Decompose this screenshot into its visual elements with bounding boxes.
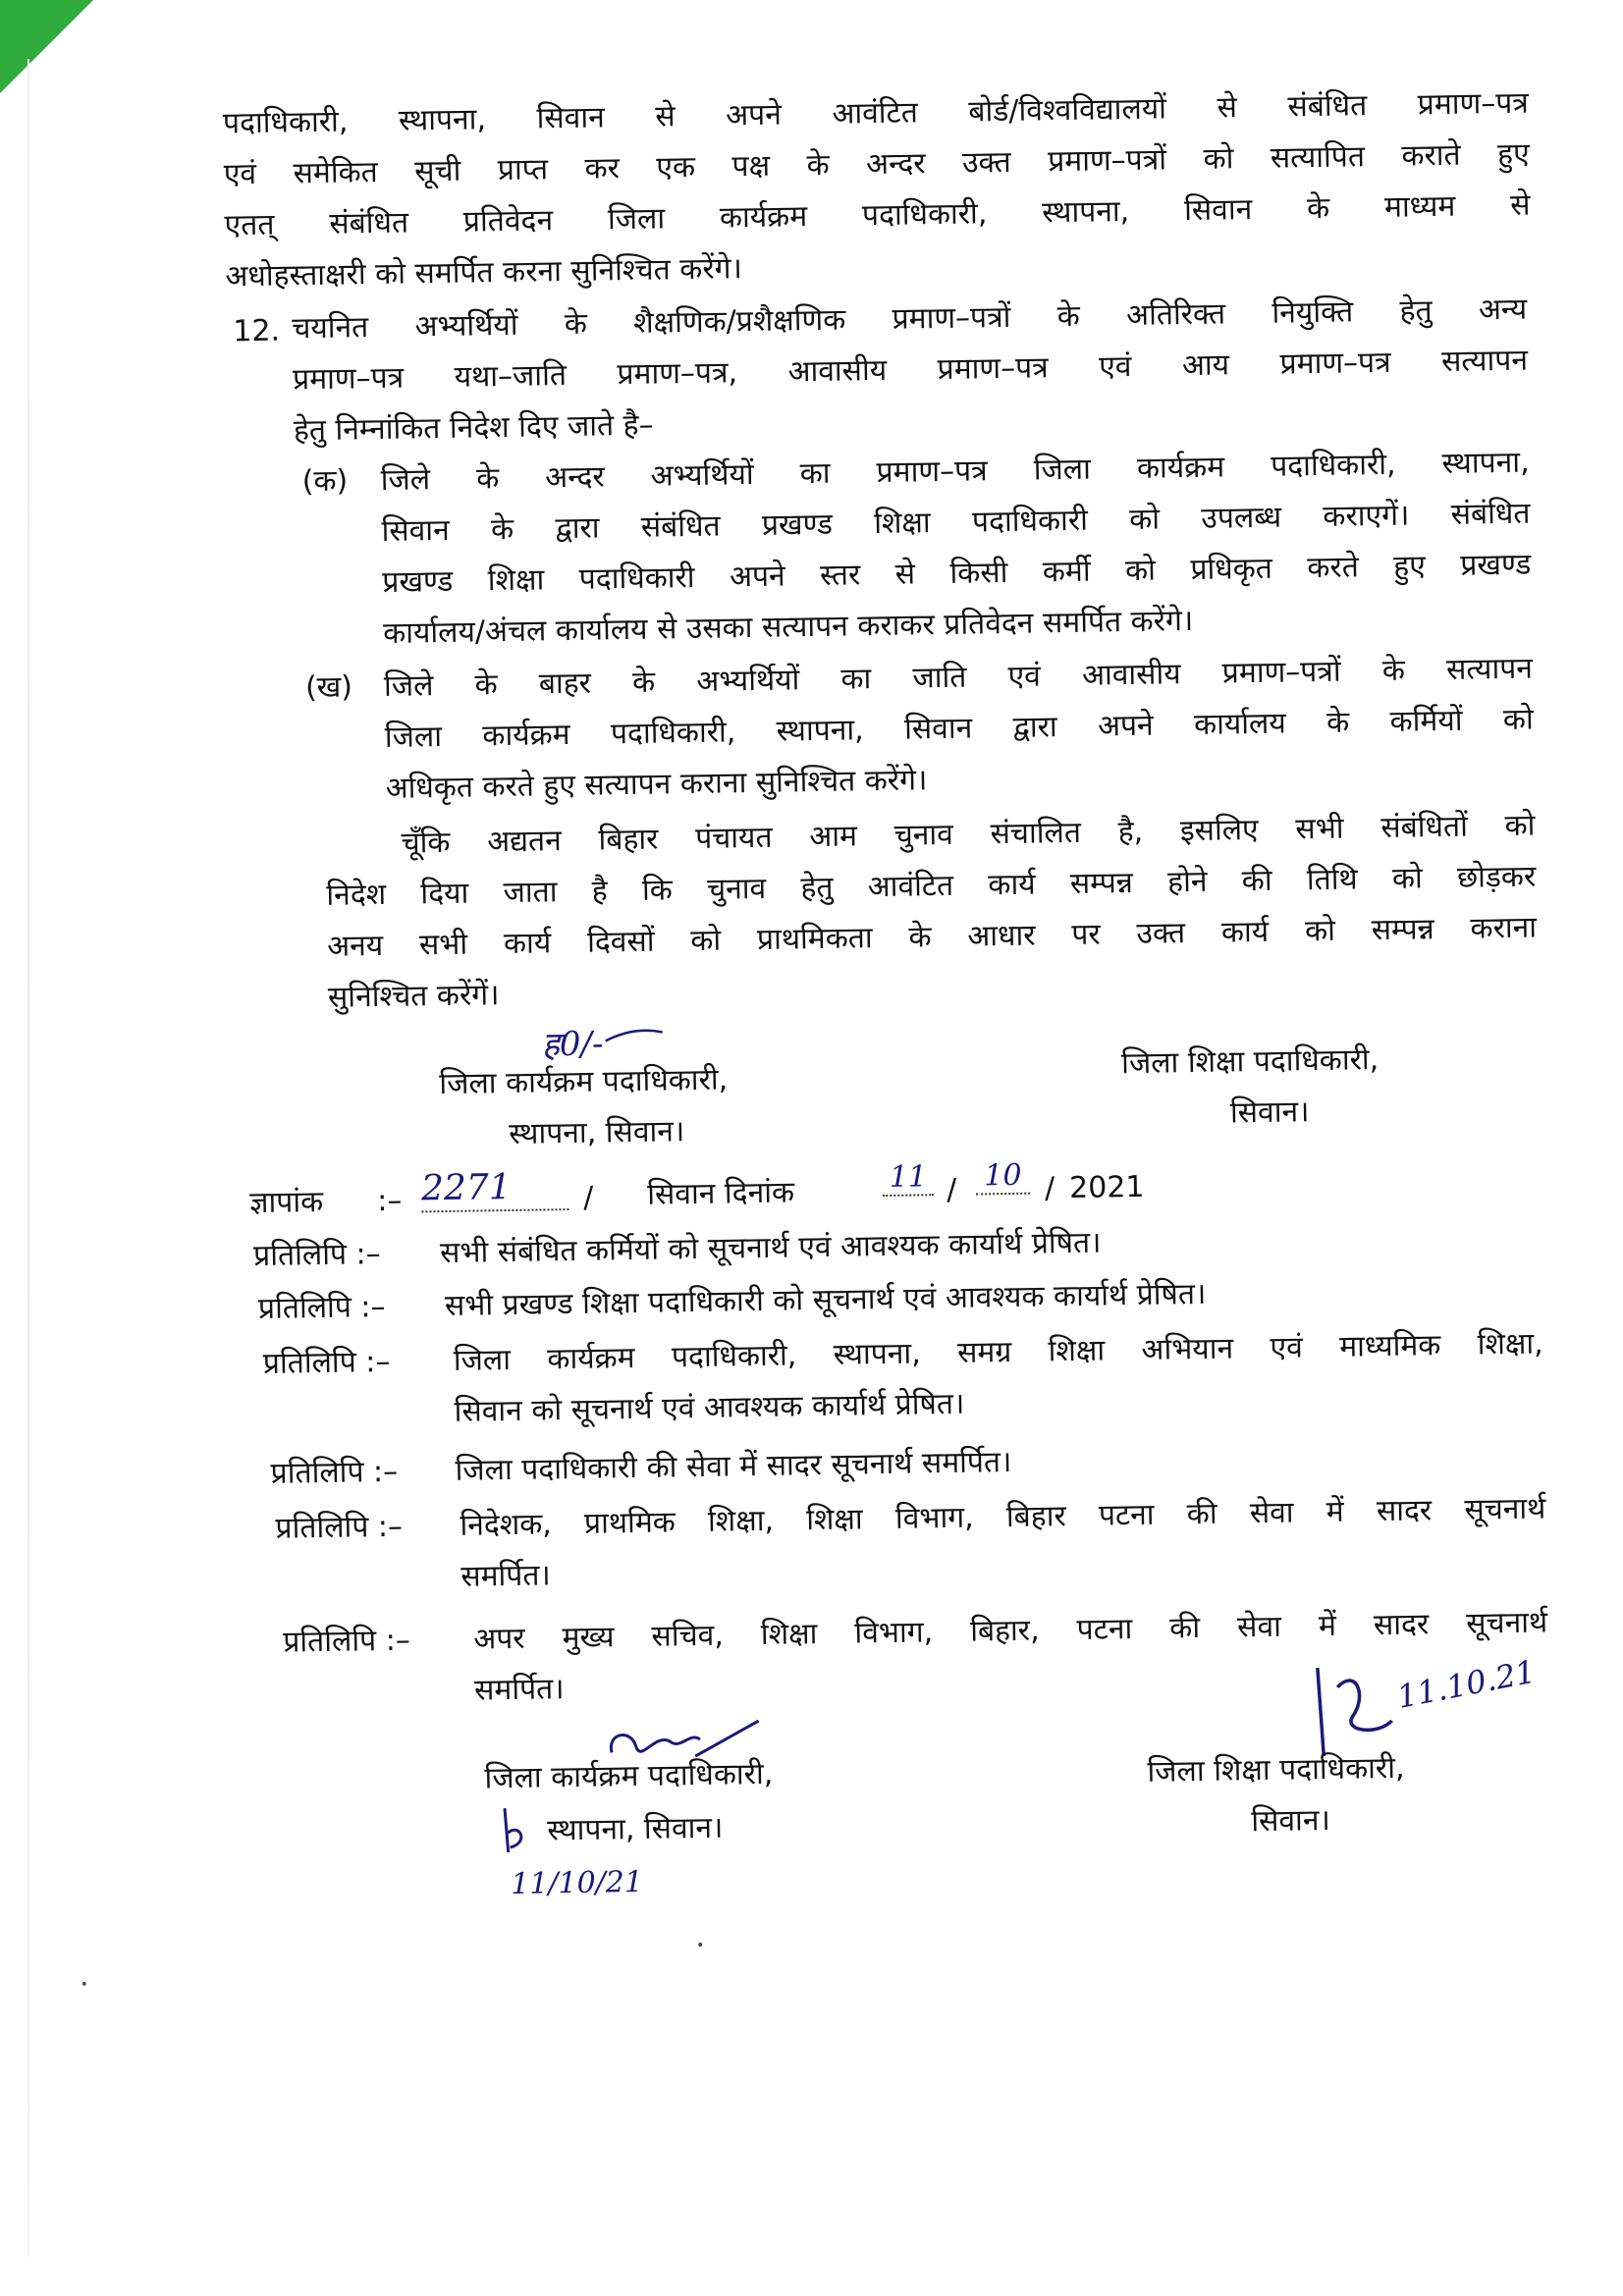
- copy-2-label: प्रतिलिपि :–: [257, 1290, 386, 1327]
- copy-6-text-1: अपर मुख्य सचिव, शिक्षा विभाग, बिहार, पटना की सेवा में सादर सूचनार्थ: [473, 1605, 1548, 1657]
- memo-day: 11: [883, 1159, 935, 1197]
- bottom-right-sign-title: जिला शिक्षा पदाधिकारी,: [1147, 1750, 1405, 1789]
- point-12-number: 12.: [233, 313, 281, 349]
- closing-line-1: चूँकि अद्यतन बिहार पंचायत आम चुनाव संचालित है, इसलिए सभी संबंधितों को: [401, 808, 1536, 861]
- closing-line-3: अनय सभी कार्य दिवसों को प्राथमिकता के आधार पर उक्त कार्य को सम्पन्न कराना: [326, 910, 1538, 964]
- copy-5-label: प्रतिलिपि :–: [275, 1509, 404, 1546]
- copy-6-text-2: समर्पित।: [473, 1672, 565, 1708]
- memo-month: 10: [976, 1158, 1031, 1196]
- sub-b-line-1: जिले के बाहर के अभ्यर्थियों का जाति एवं आवासीय प्रमाण–पत्रों के सत्यापन: [383, 651, 1534, 704]
- sub-a-line-4: कार्यालय/अंचल कार्यालय से उसका सत्यापन कराकर प्रतिवेदन समर्पित करेंगे।: [382, 603, 1194, 651]
- intro-line-1: पदाधिकारी, स्थापना, सिवान से अपने आवंटित बोर्ड/विश्वविद्यालयों से संबंधित प्रमाण–पत्र: [222, 85, 1530, 141]
- copy-4-label: प्रतिलिपि :–: [270, 1454, 399, 1491]
- point-12-line-2: प्रमाण–पत्र यथा–जाति प्रमाण–पत्र, आवासीय प्रमाण–पत्र एवं आय प्रमाण–पत्र सत्यापन: [292, 343, 1529, 398]
- memo-label: ज्ञापांक: [249, 1184, 324, 1221]
- signature-stroke-top: [536, 1023, 665, 1064]
- copy-3-text-1: जिला कार्यक्रम पदाधिकारी, स्थापना, समग्र शिक्षा अभियान एवं माध्यमिक शिक्षा,: [453, 1326, 1543, 1378]
- intro-line-4: अधोहस्ताक्षरी को समर्पित करना सुनिश्चित करेंगे।: [225, 251, 743, 294]
- left-sign-title: जिला कार्यक्रम पदाधिकारी,: [439, 1062, 729, 1102]
- intro-line-2: एवं समेकित सूची प्राप्त कर एक पक्ष के अन्दर उक्त प्रमाण–पत्रों को सत्यापित कराते हुए: [223, 136, 1530, 192]
- point-12-line-3: हेतु निम्नांकित निदेश दिए जाते है–: [293, 407, 654, 449]
- sub-b-line-2: जिला कार्यक्रम पदाधिकारी, स्थापना, सिवान द्वारा अपने कार्यालय के कर्मियों को: [384, 702, 1534, 755]
- intro-line-3: एतत् संबंधित प्रतिवेदन जिला कार्यक्रम पदाधिकारी, स्थापना, सिवान के माध्यम से: [224, 187, 1531, 243]
- closing-line-4: सुनिश्चित करेंगें।: [327, 978, 500, 1015]
- copy-5-text-1: निदेशक, प्राथमिक शिक्षा, शिक्षा विभाग, बिहार पटना की सेवा में सादर सूचनार्थ: [460, 1491, 1546, 1543]
- left-sign-place: स्थापना, सिवान।: [508, 1114, 685, 1152]
- copy-3-label: प्रतिलिपि :–: [262, 1344, 391, 1381]
- memo-number: 2271: [421, 1165, 569, 1212]
- sub-a-line-2: सिवान के द्वारा संबंधित प्रखण्ड शिक्षा पदाधिकारी को उपलब्ध कराएगें। संबंधित: [381, 496, 1531, 549]
- copy-5-text-2: समर्पित।: [460, 1558, 552, 1594]
- speck: [82, 1982, 86, 1986]
- sub-a-line-1: जिले के अन्दर अभ्यर्थियों का प्रमाण–पत्र जिला कार्यक्रम पदाधिकारी, स्थापना,: [380, 445, 1530, 498]
- handwritten-date-right: 11.10.21: [1393, 1652, 1539, 1716]
- closing-line-2: निदेश दिया जाता है कि चुनाव हेतु आवंटित कार्य सम्पन्न होने की तिथि को छोड़कर: [326, 859, 1537, 913]
- memo-place-label: सिवान दिनांक: [646, 1175, 795, 1212]
- copy-1-label: प्रतिलिपि :–: [252, 1237, 381, 1274]
- point-12-line-1: चयनित अभ्यर्थियों के शैक्षणिक/प्रशैक्षणिक प्रमाण–पत्रों के अतिरिक्त नियुक्ति हेतु अन्य: [292, 292, 1528, 347]
- document-page: पदाधिकारी, स्थापना, सिवान से अपने आवंटित बोर्ड/विश्वविद्यालयों से संबंधित प्रमाण–पत्र एवं समेकित सूची प्राप्त कर एक पक्ष के अन्दर उक्त प्रमाण–पत्रों को सत्यापित कराते हुए एतत् संबंधित प्रतिवेदन जिला कार्यक्रम पदाधिकारी, स्थापना, सिवान के माध्यम से अधोहस्ताक्षरी को समर्पित करना सुनिश्चित करेंगे। 12. चयनित अभ्यर्थियों के शैक्षणिक/प्रशैक्षणिक प्रमाण–पत्रों के अतिरिक्त नियुक्ति हेतु अन्य प्रमाण–पत्र यथा–जाति प्रमाण–पत्र, आवासीय प्रमाण–पत्र एवं आय प्रमाण–पत्र सत्यापन हेतु निम्नांकित निदेश दिए जाते है– (क) जिले के अन्दर अभ्यर्थियों का प्रमाण–पत्र जिला कार्यक्रम पदाधिकारी, स्थापना, सिवान के द्वारा संबंधित प्रखण्ड शिक्षा पदाधिकारी को उपलब्ध कराएगें। संबंधित प्रखण्ड शिक्षा पदाधिकारी अपने स्तर से किसी कर्मी को प्रधिकृत करते हुए प्रखण्ड कार्यालय/अंचल कार्यालय से उसका सत्यापन कराकर प्रतिवेदन समर्पित करेंगे। (ख) जिले के बाहर के अभ्यर्थियों का जाति एवं आवासीय प्रमाण–पत्रों के सत्यापन जिला कार्यक्रम पदाधिकारी, स्थापना, सिवान द्वारा अपने कार्यालय के कर्मियों को अधिकृत करते हुए सत्यापन कराना सुनिश्चित करेंगे। चूँकि अद्यतन बिहार पंचायत आम चुनाव संचालित है, इसलिए सभी संबंधितों को निदेश दिया जाता है कि चुनाव हेतु आवंटित कार्य सम्पन्न होने की तिथि को छोड़कर अनय सभी कार्य दिवसों को प्राथमिकता के आधार पर उक्त कार्य को सम्पन्न कराना सुनिश्चित करेंगें। ह0/- जिला कार्यक्रम पदाधिकारी, स्थापना, सिवान। जिला शिक्षा पदाधिकारी, सिवान। ज्ञापांक :– 2271 / सिवान दिनांक 11 / 10 / 2021 प्रतिलिपि :– सभी संबंधित कर्मियों को सूचनार्थ एवं आवश्यक कार्यार्थ प्रेषित। प्रतिलिपि :– सभी प्रखण्ड शिक्षा पदाधिकारी को सूचनार्थ एवं आवश्यक कार्यार्थ प्रेषित। प्रतिलिपि :– जिला कार्यक्रम पदाधिकारी, स्थापना, समग्र शिक्षा अभियान एवं माध्यमिक शिक्षा, सिवान को सूचनार्थ एवं आवश्यक कार्यार्थ प्रेषित। प्रतिलिपि :– जिला पदाधिकारी की सेवा में सादर सूचनार्थ समर्पित। प्रतिलिपि :– निदेशक, प्राथमिक शिक्षा, शिक्षा विभाग, बिहार पटना की सेवा में सादर सूचनार्थ समर्पित। प्रतिलिपि :– अपर मुख्य सचिव, शिक्षा विभाग, बिहार, पटना की सेवा में सादर सूचनार्थ समर्पित। जिला कार्यक्रम पदाधिकारी, स्थापना, सिवान। 11/10/21 11.10.21 जिला शिक्षा पदाधिकारी, सिवान।: [0, 0, 1623, 2296]
- right-sign-title: जिला शिक्षा पदाधिकारी,: [1120, 1042, 1380, 1082]
- memo-year: 2021: [1068, 1169, 1145, 1206]
- copy-3-text-2: सिवान को सूचनार्थ एवं आवश्यक कार्यार्थ प्रेषित।: [454, 1386, 965, 1429]
- handwritten-mark: ह0/-: [541, 1024, 604, 1065]
- copy-6-label: प्रतिलिपि :–: [283, 1623, 411, 1660]
- copy-1-text: सभी संबंधित कर्मियों को सूचनार्थ एवं आवश्यक कार्यार्थ प्रेषित।: [439, 1225, 1102, 1271]
- bottom-left-sign-title: जिला कार्यक्रम पदाधिकारी,: [484, 1756, 774, 1796]
- handwritten-date-left: 11/10/21: [510, 1864, 644, 1902]
- copy-4-text: जिला पदाधिकारी की सेवा में सादर सूचनार्थ समर्पित।: [455, 1445, 1012, 1488]
- right-sign-place: सिवान।: [1229, 1095, 1310, 1131]
- bottom-left-sign-place: स्थापना, सिवान।: [547, 1810, 724, 1848]
- speck: [698, 1943, 702, 1947]
- sub-b-marker: (ख): [304, 669, 353, 706]
- copy-2-text: सभी प्रखण्ड शिक्षा पदाधिकारी को सूचनार्थ एवं आवश्यक कार्यार्थ प्रेषित।: [444, 1276, 1207, 1324]
- sub-b-line-3: अधिकृत करते हुए सत्यापन कराना सुनिश्चित करेंगे।: [385, 763, 928, 806]
- memo-slash: /: [582, 1180, 594, 1215]
- sub-a-line-3: प्रखण्ड शिक्षा पदाधिकारी अपने स्तर से किसी कर्मी को प्रधिकृत करते हुए प्रखण्ड: [382, 547, 1532, 600]
- memo-sep: :–: [376, 1183, 403, 1219]
- initial-mark: [490, 1803, 540, 1863]
- sub-a-marker: (क): [301, 463, 349, 500]
- bottom-right-sign-place: सिवान।: [1251, 1802, 1331, 1840]
